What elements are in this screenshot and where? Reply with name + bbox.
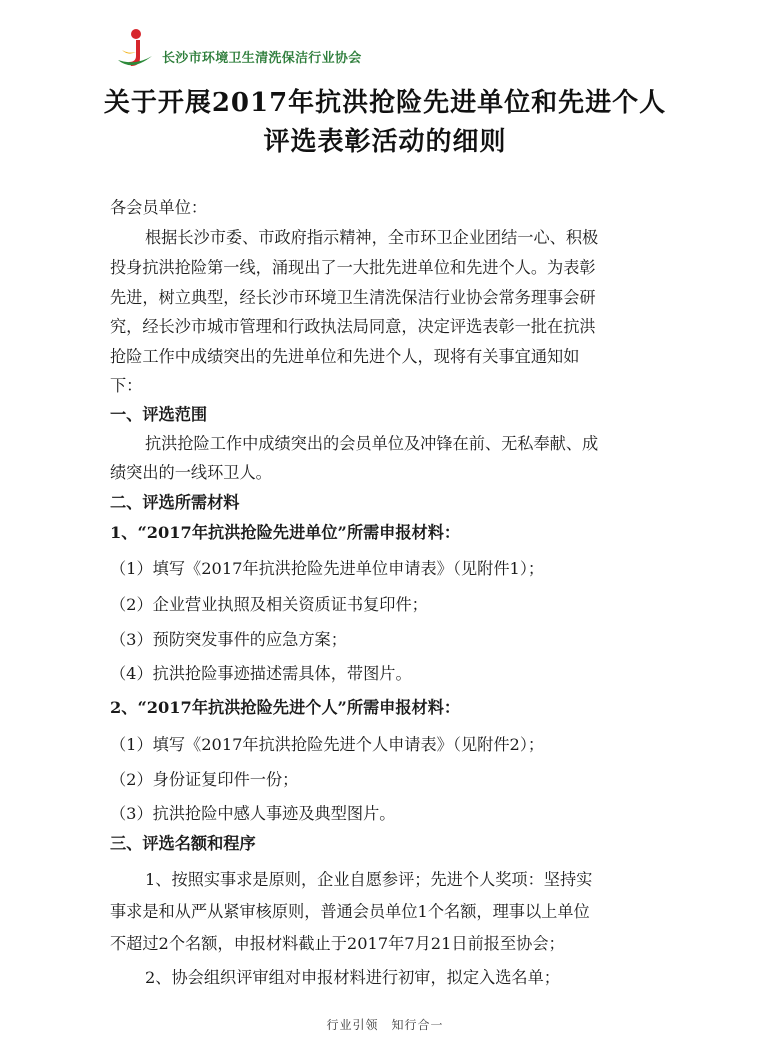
sub-1-heading: 1、“2017年抗洪抢险先进单位”所需申报材料： (110, 523, 461, 542)
sub-1-item: （2）企业营业执照及相关资质证书复印件； (110, 595, 428, 614)
intro-line: 下： (110, 376, 143, 395)
document-title-line-1: 关于开展2017年抗洪抢险先进单位和先进个人 (103, 88, 667, 118)
section-3-text: 事求是和从严从紧审核原则，普通会员单位1个名额，理事以上单位 (110, 902, 590, 921)
section-2-heading: 二、评选所需材料 (110, 493, 240, 512)
section-1-heading: 一、评选范围 (110, 405, 208, 424)
logo-mark-icon (112, 26, 158, 72)
intro-line: 抢险工作中成绩突出的先进单位和先进个人，现将有关事宜通知如 (110, 347, 580, 366)
section-1-text: 绩突出的一线环卫人。 (110, 463, 272, 482)
sub-1-item: （3）预防突发事件的应急方案； (110, 630, 347, 649)
intro-line: 根据长沙市委、市政府指示精神，全市环卫企业团结一心、积极 (145, 228, 599, 247)
intro-line: 投身抗洪抢险第一线，涌现出了一大批先进单位和先进个人。为表彰 (110, 258, 596, 277)
section-3-text: 不超过2个名额，申报材料截止于2017年7月21日前报至协会； (110, 934, 565, 953)
sub-1-item: （4）抗洪抢险事迹描述需具体，带图片。 (110, 664, 412, 683)
section-3-heading: 三、评选名额和程序 (110, 834, 256, 853)
sub-2-item: （1）填写《2017年抗洪抢险先进个人申请表》（见附件2）； (110, 735, 545, 754)
footer-slogan: 行业引领 知行合一 (326, 1018, 444, 1032)
letterhead (112, 24, 362, 74)
intro-line: 究，经长沙市城市管理和行政执法局同意，决定评选表彰一批在抗洪 (110, 317, 596, 336)
section-3-text: 2、协会组织评审组对申报材料进行初审，拟定入选名单； (145, 968, 560, 987)
intro-line: 先进，树立典型，经长沙市环境卫生清洗保洁行业协会常务理事会研 (110, 288, 596, 307)
section-3-text: 1、按照实事求是原则，企业自愿参评；先进个人奖项：坚持实 (145, 870, 593, 889)
section-1-text: 抗洪抢险工作中成绩突出的会员单位及冲锋在前、无私奉献、成 (145, 434, 599, 453)
document-title-line-2: 评选表彰活动的细则 (263, 127, 507, 157)
sub-2-item: （2）身份证复印件一份； (110, 770, 299, 789)
sub-2-heading: 2、“2017年抗洪抢险先进个人”所需申报材料： (110, 698, 461, 717)
association-logo (112, 26, 158, 72)
sub-1-item: （1）填写《2017年抗洪抢险先进单位申请表》（见附件1）； (110, 559, 545, 578)
salutation: 各会员单位： (110, 198, 208, 217)
sub-2-item: （3）抗洪抢险中感人事迹及典型图片。 (110, 804, 396, 823)
org-name: 长沙市环境卫生清洗保洁行业协会 (162, 50, 362, 66)
